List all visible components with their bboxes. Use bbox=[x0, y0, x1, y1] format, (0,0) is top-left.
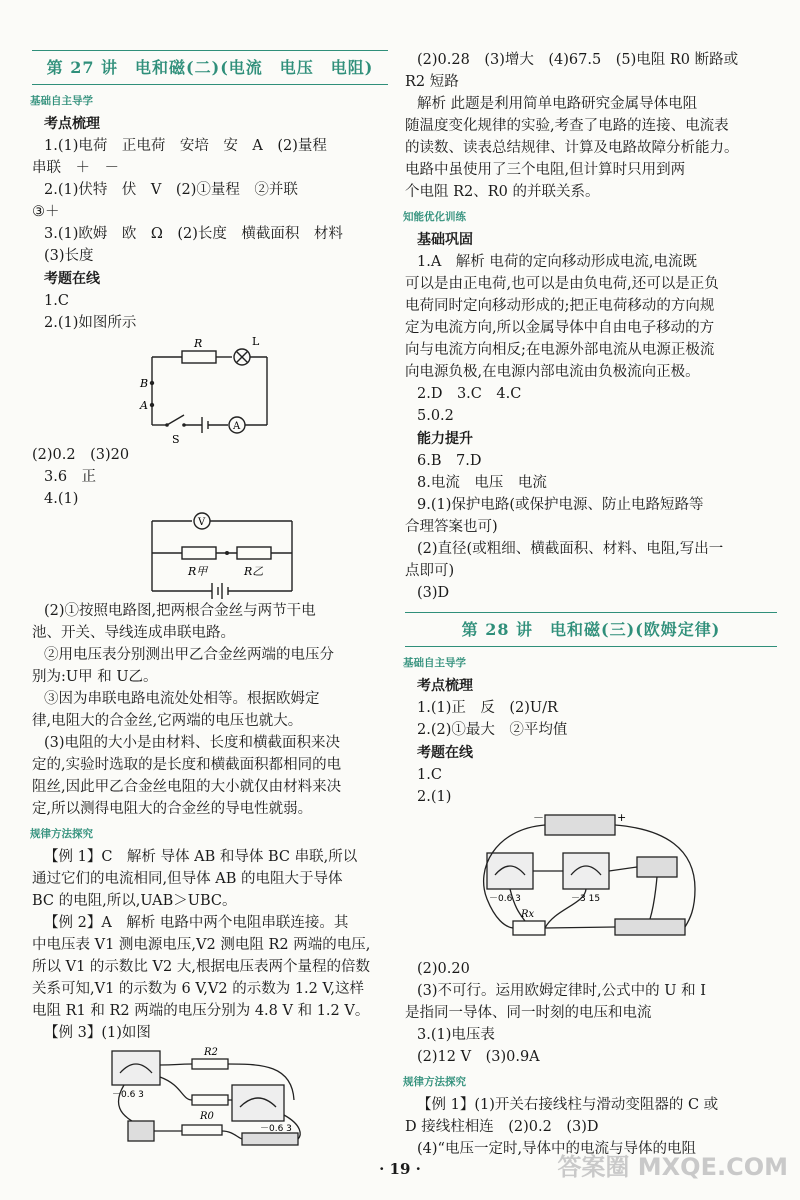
text-line: 可以是由正电荷,也可以是由负电荷,还可以是正负 bbox=[405, 276, 719, 292]
fig3-label-r2: R2 bbox=[204, 1047, 218, 1058]
text-line: 1.A 解析 电荷的定向移动形成电流,电流既 bbox=[417, 254, 698, 270]
text-line: (2)0.28 (3)增大 (4)67.5 (5)电阻 R0 断路或 bbox=[417, 52, 739, 68]
fig3-label-r0: R0 bbox=[200, 1111, 214, 1122]
text-line: 【例 3】(1)如图 bbox=[44, 1025, 151, 1041]
text-line: 3.(1)电压表 bbox=[417, 1027, 495, 1043]
text-line: 【例 2】A 解析 电路中两个电阻串联连接。其 bbox=[44, 915, 349, 931]
fig1-label-ammeter: A bbox=[233, 421, 241, 432]
text-line: 点即可) bbox=[405, 563, 455, 579]
subsection-points: 考点梳理 bbox=[44, 116, 100, 132]
text-line: 1.C bbox=[44, 293, 69, 309]
text-line: (2)12 V (3)0.9A bbox=[417, 1049, 540, 1065]
text-line: 定的,实验时选取的是长度和横截面积都相同的电 bbox=[32, 757, 342, 773]
lecture-27-title: 第 27 讲 电和磁(二)(电流 电压 电阻) bbox=[32, 50, 388, 85]
fig1-label-a: A bbox=[140, 399, 148, 412]
text-line: 3.(1)欧姆 欧 Ω (2)长度 横截面积 材料 bbox=[44, 226, 343, 242]
text-line: 阻丝,因此甲乙合金丝电阻的大小就仅由材料来决 bbox=[32, 779, 342, 795]
section-rule: 规律方法探究 bbox=[30, 828, 93, 840]
text-line: (2)①按照电路图,把两根合金丝与两节干电 bbox=[44, 603, 316, 619]
text-line: 电荷同时定向移动形成的;把正电荷移动的方向规 bbox=[405, 298, 715, 314]
text-line: 所以 V1 的示数比 V2 大,根据电压表两个量程的倍数 bbox=[32, 959, 370, 975]
text-line: (2)直径(或粗细、横截面积、材料、电阻,写出一 bbox=[417, 541, 724, 557]
text-line: 定,所以测得电阻大的合金丝的导电性就弱。 bbox=[32, 801, 313, 817]
apparatus-diagram-3 bbox=[32, 1045, 388, 1150]
left-column bbox=[32, 50, 388, 1150]
text-line: 池、开关、导线连成串联电路。 bbox=[32, 625, 235, 641]
text-line: 【例 1】C 解析 导体 AB 和导体 BC 串联,所以 bbox=[44, 849, 358, 865]
section-basic: 基础自主导学 bbox=[30, 95, 93, 107]
text-line: 1.(1)正 反 (2)U/R bbox=[417, 700, 558, 716]
text-line: (2)0.20 bbox=[417, 961, 470, 977]
fig1-label-b: B bbox=[140, 377, 149, 390]
text-line: 中电压表 V1 测电源电压,V2 测电阻 R2 两端的电压, bbox=[32, 937, 371, 953]
text-line: 向与电流方向相反;在电源外部电流从电源正极流 bbox=[405, 342, 715, 358]
fig2-label-r1: R甲 bbox=[188, 565, 208, 578]
text-line: ③因为串联电路电流处处相等。根据欧姆定 bbox=[44, 691, 320, 707]
text-line: 8.电流 电压 电流 bbox=[417, 475, 547, 491]
text-line: 解析 此题是利用简单电路研究金属导体电阻 bbox=[417, 96, 698, 112]
text-line: ③＋ bbox=[32, 204, 60, 220]
fig4-scale-2: －3 15 bbox=[571, 894, 601, 904]
text-line: 律,电阻大的合金丝,它两端的电压也就大。 bbox=[32, 713, 303, 729]
text-line: 个电阻 R2、R0 的并联关系。 bbox=[405, 184, 600, 200]
text-line: 电阻 R1 和 R2 两端的电压分别为 4.8 V 和 1.2 V。 bbox=[32, 1003, 370, 1019]
text-line: 关系可知,V1 的示数为 6 V,V2 的示数为 1.2 V,这样 bbox=[32, 981, 365, 997]
fig2-label-r2: R乙 bbox=[244, 565, 264, 578]
text-line: 的读数、读表总结规律、计算及电路故障分析能力。 bbox=[405, 140, 739, 156]
text-line: 5.0.2 bbox=[417, 408, 454, 424]
text-line: 合理答案也可) bbox=[405, 519, 498, 535]
subsection-online: 考题在线 bbox=[44, 271, 100, 287]
subsection-ability: 能力提升 bbox=[417, 431, 473, 447]
apparatus-diagram-4 bbox=[405, 809, 777, 959]
text-line: 电路中虽使用了三个电阻,但计算时只用到两 bbox=[405, 162, 686, 178]
text-line: 1.C bbox=[417, 767, 442, 783]
text-line: 定为电流方向,所以金属导体中自由电子移动的方 bbox=[405, 320, 715, 336]
text-line: (2)0.2 (3)20 bbox=[32, 447, 130, 463]
section-rule-2: 规律方法探究 bbox=[403, 1076, 466, 1088]
text-line: R2 短路 bbox=[405, 74, 459, 90]
subsection-online-2: 考题在线 bbox=[417, 745, 473, 761]
watermark-logo: 答案圈 MXQE.COM bbox=[557, 1153, 788, 1181]
text-line: 串联 ＋ － bbox=[32, 160, 119, 176]
text-line: 【例 1】(1)开关右接线柱与滑动变阻器的 C 或 bbox=[417, 1097, 719, 1113]
text-line: 2.(1)如图所示 bbox=[44, 315, 137, 331]
text-line: 2.(1)伏特 伏 V (2)①量程 ②并联 bbox=[44, 182, 298, 198]
fig4-scale-1: －0.6 3 bbox=[489, 894, 521, 904]
text-line: 2.D 3.C 4.C bbox=[417, 386, 522, 402]
section-basic-2: 基础自主导学 bbox=[403, 657, 466, 669]
text-line: 3.6 正 bbox=[44, 469, 97, 485]
lecture-28-title: 第 28 讲 电和磁(三)(欧姆定律) bbox=[405, 612, 777, 647]
fig2-label-v: V bbox=[198, 517, 206, 528]
text-line: 通过它们的电流相同,但导体 AB 的电阻大于导体 bbox=[32, 871, 343, 887]
text-line: D 接线柱相连 (2)0.2 (3)D bbox=[405, 1119, 599, 1135]
text-line: BC 的电阻,所以,UAB＞UBC。 bbox=[32, 893, 237, 909]
page-number: · 19 · bbox=[379, 1160, 421, 1178]
text-line: 2.(1) bbox=[417, 789, 452, 805]
text-line: (3)D bbox=[417, 585, 450, 601]
fig1-label-r: R bbox=[194, 337, 203, 350]
text-line: 1.(1)电荷 正电荷 安培 安 A (2)量程 bbox=[44, 138, 327, 154]
fig4-label-minus: － bbox=[533, 811, 544, 824]
fig4-label-plus: + bbox=[617, 811, 627, 824]
circuit-diagram-1 bbox=[32, 335, 388, 445]
fig3-scale-2: －0.6 3 bbox=[260, 1124, 292, 1134]
fig3-scale-1: －0.6 3 bbox=[112, 1090, 144, 1100]
text-line: 6.B 7.D bbox=[417, 453, 482, 469]
text-line: 2.(2)①最大 ②平均值 bbox=[417, 722, 568, 738]
circuit-diagram-2 bbox=[32, 511, 388, 601]
fig4-label-rx: Rx bbox=[521, 909, 535, 920]
text-line: 9.(1)保护电路(或保护电源、防止电路短路等 bbox=[417, 497, 704, 513]
section-optimize: 知能优化训练 bbox=[403, 211, 466, 223]
text-line: 4.(1) bbox=[44, 491, 79, 507]
text-line: (3)不可行。运用欧姆定律时,公式中的 U 和 I bbox=[417, 983, 706, 999]
text-line: 别为:U甲 和 U乙。 bbox=[32, 669, 158, 685]
text-line: 向电源负极,在电源内部电流由负极流向正极。 bbox=[405, 364, 700, 380]
text-line: 是指同一导体、同一时刻的电压和电流 bbox=[405, 1005, 652, 1021]
text-line: (4)“电压一定时,导体中的电流与导体的电阻 bbox=[417, 1141, 697, 1157]
subsection-points-2: 考点梳理 bbox=[417, 678, 473, 694]
text-line: ②用电压表分别测出甲乙合金丝两端的电压分 bbox=[44, 647, 334, 663]
text-line: 随温度变化规律的实验,考查了电路的连接、电流表 bbox=[405, 118, 729, 134]
text-line: (3)电阻的大小是由材料、长度和横截面积来决 bbox=[44, 735, 341, 751]
text-line: (3)长度 bbox=[44, 248, 94, 264]
fig1-label-s: S bbox=[172, 433, 180, 445]
subsection-base: 基础巩固 bbox=[417, 232, 473, 248]
fig1-label-l: L bbox=[252, 335, 260, 348]
right-column bbox=[405, 50, 777, 1161]
